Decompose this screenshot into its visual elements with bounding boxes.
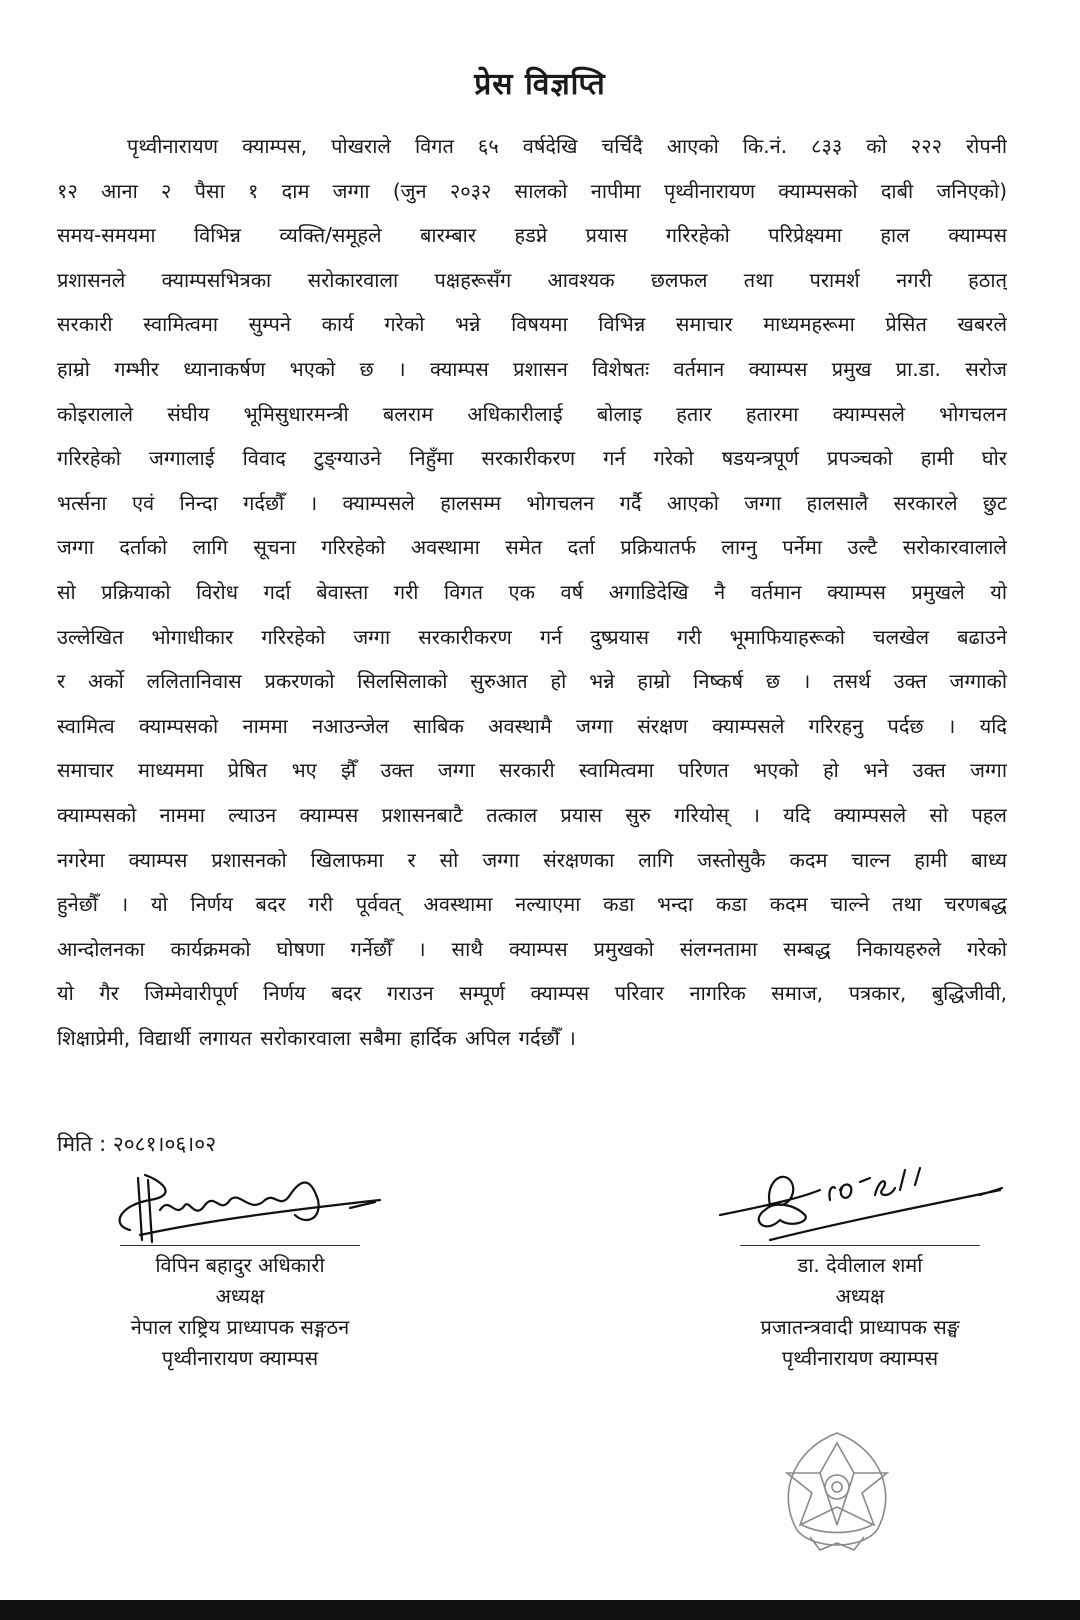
body-line: जग्गा दर्ताको लागि सूचना गरिरहेको अवस्थामा समेत दर्ता प्रक्रियातर्फ लाग्नु पर्नेमा उल्टै सरोकारवालाले: [57, 535, 1007, 560]
document-date: मिति : २०८१।०६।०२: [57, 1132, 217, 1156]
star-emblem-seal-icon: [762, 1425, 912, 1555]
signatory-name: विपिन बहादुर अधिकारी: [155, 1253, 325, 1277]
body-line: यो गैर जिम्मेवारीपूर्ण निर्णय बदर गराउन सम्पूर्ण क्याम्पस परिवार नागरिक समाज, पत्रकार, बुद्धिजीवी,: [57, 981, 1007, 1006]
signatory-organization: प्रजातन्त्रवादी प्राध्यापक सङ्घ: [760, 1315, 960, 1339]
body-line: नगरेमा क्याम्पस प्रशासनको खिलाफमा र सो जग्गा संरक्षणका लागि जस्तोसुकै कदम चाल्न हामी बाध्य: [57, 847, 1007, 872]
body-line: क्याम्पसको नाममा ल्याउन क्याम्पस प्रशासनबाटै तत्काल प्रयास सुरु गरियोस् । यदि क्याम्पसले सो पहल: [57, 802, 1007, 827]
body-line: पृथ्वीनारायण क्याम्पस, पोखराले विगत ६५ वर्षदेखि चर्चिदै आएको कि.नं. ८३३ को २२२ रोपनी: [127, 134, 1007, 158]
signatory-position: अध्यक्ष: [835, 1284, 885, 1308]
body-line: समय-समयमा विभिन्न व्यक्ति/समूहले बारम्बार हडप्ने प्रयास गरिरहेको परिप्रेक्ष्यमा हाल क्याम्पस: [57, 223, 1007, 248]
body-line: र अर्को ललितानिवास प्रकरणको सिलसिलाको सुरुआत हो भन्ने हाम्रो निष्कर्ष छ । तसर्थ उक्त जग्गाको: [57, 669, 1007, 694]
body-line: गरिरहेको जग्गालाई विवाद टुङ्ग्याउने निहुँमा सरकारीकरण गर्न गरेको षडयन्त्रपूर्ण प्रपञ्चको हामी घोर: [57, 446, 1007, 471]
signature-line: [120, 1245, 360, 1246]
body-line: आन्दोलनका कार्यक्रमको घोषणा गर्नेछौँ । साथै क्याम्पस प्रमुखको संलग्नतामा सम्बद्ध निकायहरुले गरेको: [57, 936, 1007, 961]
signatory-name: डा. देवीलाल शर्मा: [797, 1253, 923, 1277]
body-line: सरकारी स्वामित्वमा सुम्पने कार्य गरेको भन्ने विषयमा विभिन्न समाचार माध्यमहरूमा प्रेसित खबरले: [57, 312, 1007, 337]
body-line: भर्त्सना एवं निन्दा गर्दछौँ । क्याम्पसले हालसम्म भोगचलन गर्दै आएको जग्गा हालसालै सरकारले छुट: [57, 490, 1007, 515]
signatory-campus: पृथ्वीनारायण क्याम्पस: [781, 1346, 939, 1370]
body-line: उल्लेखित भोगाधीकार गरिरहेको जग्गा सरकारीकरण गर्न दुष्प्रयास गरी भूमाफियाहरूको चलखेल बढाउने: [57, 624, 1007, 649]
signatory-position: अध्यक्ष: [215, 1284, 265, 1308]
body-line: कोइरालाले संघीय भूमिसुधारमन्त्री बलराम अधिकारीलाई बोलाइ हतार हतारमा क्याम्पसले भोगचलन: [57, 401, 1007, 426]
body-line: १२ आना २ पैसा १ दाम जग्गा (जुन २०३२ सालको नापीमा पृथ्वीनारायण क्याम्पसको दाबी जनिएको): [57, 178, 1007, 203]
body-line: हाम्रो गम्भीर ध्यानाकर्षण भएको छ । क्याम्पस प्रशासन विशेषतः वर्तमान क्याम्पस प्रमुख प्रा.डा. सरोज: [57, 356, 1007, 381]
signatory-organization: नेपाल राष्ट्रिय प्राध्यापक सङ्गठन: [130, 1315, 350, 1339]
signatory-right: [680, 1160, 1040, 1374]
signature-line: [740, 1245, 980, 1246]
body-line: हुनेछौँ । यो निर्णय बदर गरी पूर्ववत् अवस्थामा नल्याएमा कडा भन्दा कडा कदम चाल्ने तथा चरणबद्ध: [57, 892, 1007, 917]
document-title: प्रेस विज्ञप्ति: [474, 67, 606, 102]
body-line: प्रशासनले क्याम्पसभित्रका सरोकारवाला पक्षहरूसँग आवश्यक छलफल तथा परामर्श नगरी हठात्: [57, 267, 1007, 292]
bottom-border: [0, 1600, 1080, 1620]
signatory-left: [60, 1170, 420, 1374]
body-line: सो प्रक्रियाको विरोध गर्दा बेवास्ता गरी विगत एक वर्ष अगाडिदेखि नै वर्तमान क्याम्पस प्रमुखले यो: [57, 579, 1007, 604]
body-line: शिक्षाप्रेमी, विद्यार्थी लगायत सरोकारवाला सबैमा हार्दिक अपिल गर्दछौँ ।: [57, 1025, 576, 1050]
body-line: स्वामित्व क्याम्पसको नाममा नआउन्जेल साबिक अवस्थामै जग्गा संरक्षण क्याम्पसले गरिरहनु पर्दछ । यदि: [57, 713, 1007, 738]
document-body: [57, 124, 1007, 1060]
handwritten-signature-right: [710, 1160, 1010, 1245]
signatory-campus: पृथ्वीनारायण क्याम्पस: [161, 1346, 319, 1370]
handwritten-signature-left: [90, 1170, 390, 1245]
body-line: समाचार माध्यममा प्रेषित भए झैँ उक्त जग्गा सरकारी स्वामित्वमा परिणत भएको हो भने उक्त जग्गा: [57, 758, 1007, 783]
